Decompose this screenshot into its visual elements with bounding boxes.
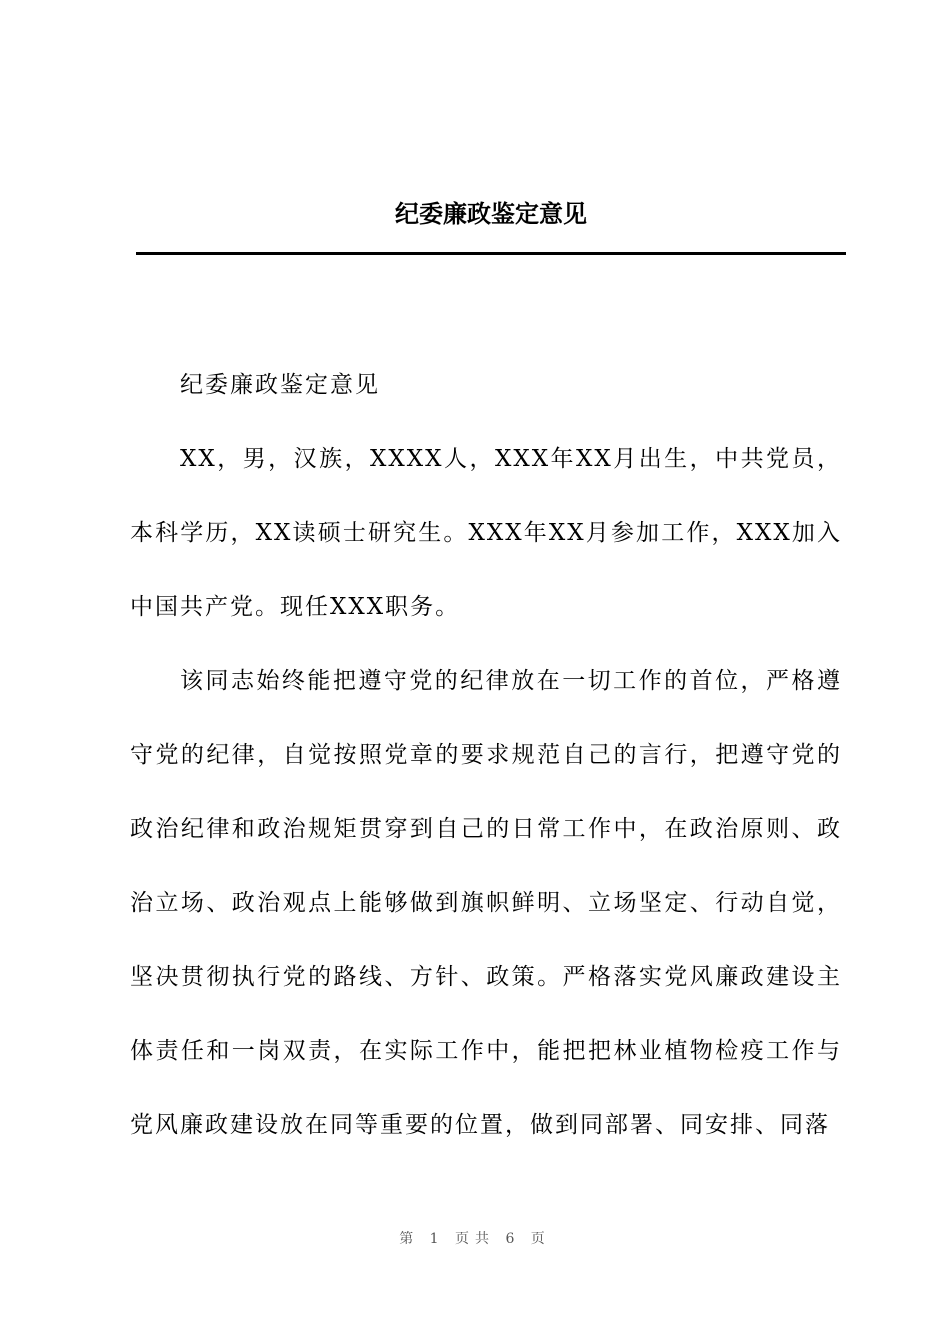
title-divider	[136, 252, 846, 255]
document-body	[130, 348, 842, 1162]
document-title: 纪委廉政鉴定意见	[395, 200, 587, 228]
paragraph-heading: 纪委廉政鉴定意见	[180, 372, 380, 398]
page-footer	[0, 1228, 950, 1248]
paragraph-evaluation: 该同志始终能把遵守党的纪律放在一切工作的首位，严格遵守党的纪律，自觉按照党章的要求规范自己的言行，把遵守党的政治纪律和政治规矩贯穿到自己的日常工作中，在政治原则、政治立场、政治观点上能够做到旗帜鲜明、立场坚定、行动自觉，坚决贯彻执行党的路线、方针、政策。严格落实党风廉政建设主体责任和一岗双责，在实际工作中，能把把林业植物检疫工作与党风廉政建设放在同等重要的位置，做到同部署、同安排、同落	[130, 668, 842, 1138]
page-number-label: 第 1 页共 6 页	[399, 1231, 551, 1247]
paragraph-profile: XX，男，汉族，XXXX人，XXX年XX月出生，中共党员，本科学历，XX读硕士研究生。XXX年XX月参加工作，XXX加入中国共产党。现任XXX职务。	[130, 446, 842, 620]
